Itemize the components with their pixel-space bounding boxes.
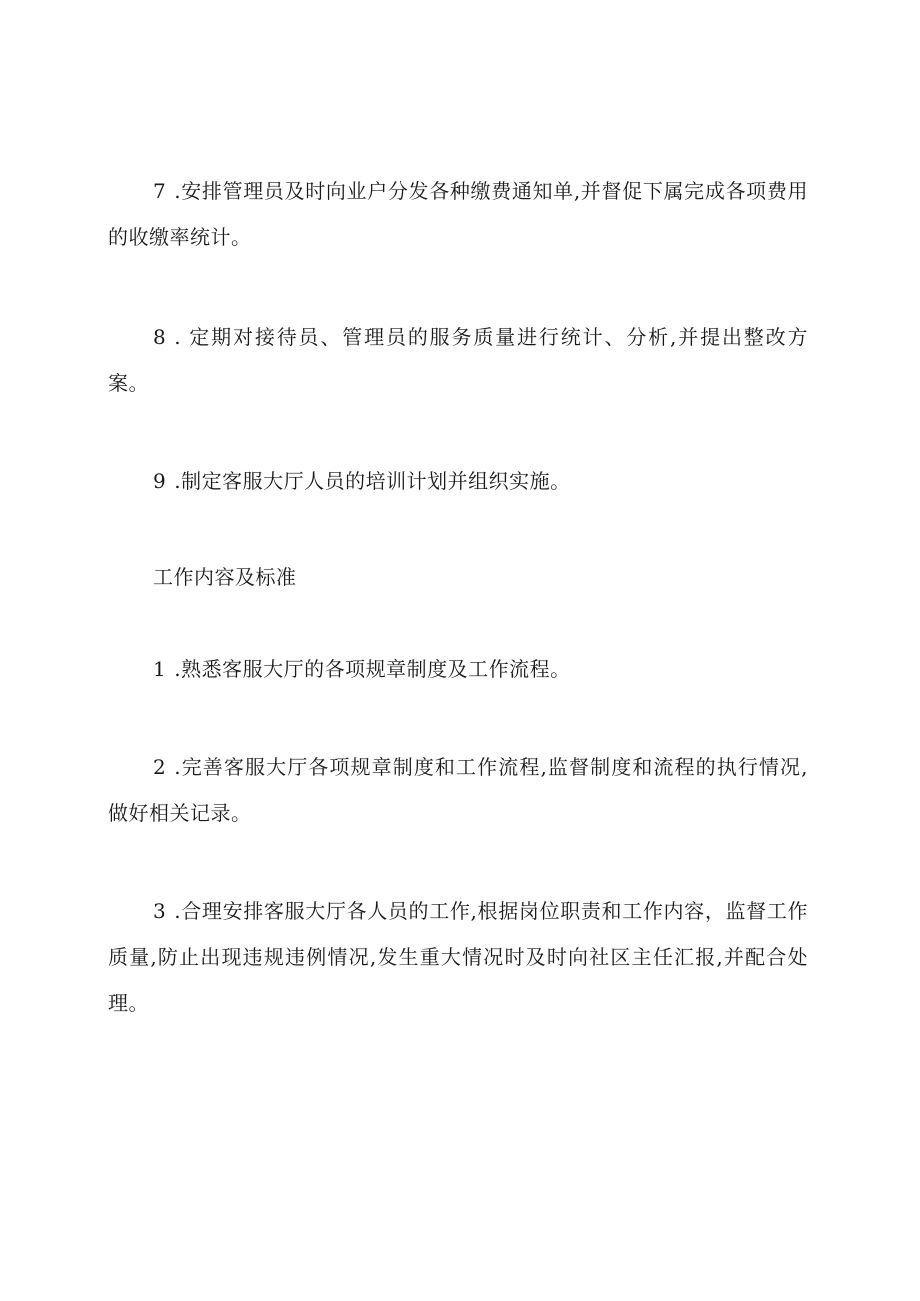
list-item-2: [108, 744, 808, 836]
item-number: 7: [153, 179, 167, 203]
item-number: 1: [153, 657, 167, 681]
item-number: 8: [153, 325, 167, 349]
item-text: .安排管理员及时向业户分发各种缴费通知单,并督促下属完成各项费用的收缴率统计。: [108, 179, 808, 249]
item-text: .合理安排客服大厅各人员的工作,根据岗位职责和工作内容，监督工作质量,防止出现违规违例情况,发生重大情况时及时向社区主任汇报,并配合处理。: [108, 899, 808, 1015]
item-text: .完善客服大厅各项规章制度和工作流程,监督制度和流程的执行情况,做好相关记录。: [108, 755, 808, 825]
list-item-1: [108, 646, 808, 692]
section-heading: 工作内容及标准: [153, 565, 297, 589]
item-number: 9: [153, 469, 167, 493]
item-text: .熟悉客服大厅的各项规章制度及工作流程。: [174, 657, 571, 681]
item-text: .制定客服大厅人员的培训计划并组织实施。: [174, 469, 571, 493]
list-item-3: [108, 888, 808, 1026]
list-item-8: [108, 314, 808, 406]
item-text: . 定期对接待员、管理员的服务质量进行统计、分析,并提出整改方案。: [108, 325, 808, 395]
item-number: 2: [153, 755, 167, 779]
list-item-7: [108, 168, 808, 260]
item-number: 3: [153, 899, 167, 923]
list-item-9: [108, 458, 808, 504]
